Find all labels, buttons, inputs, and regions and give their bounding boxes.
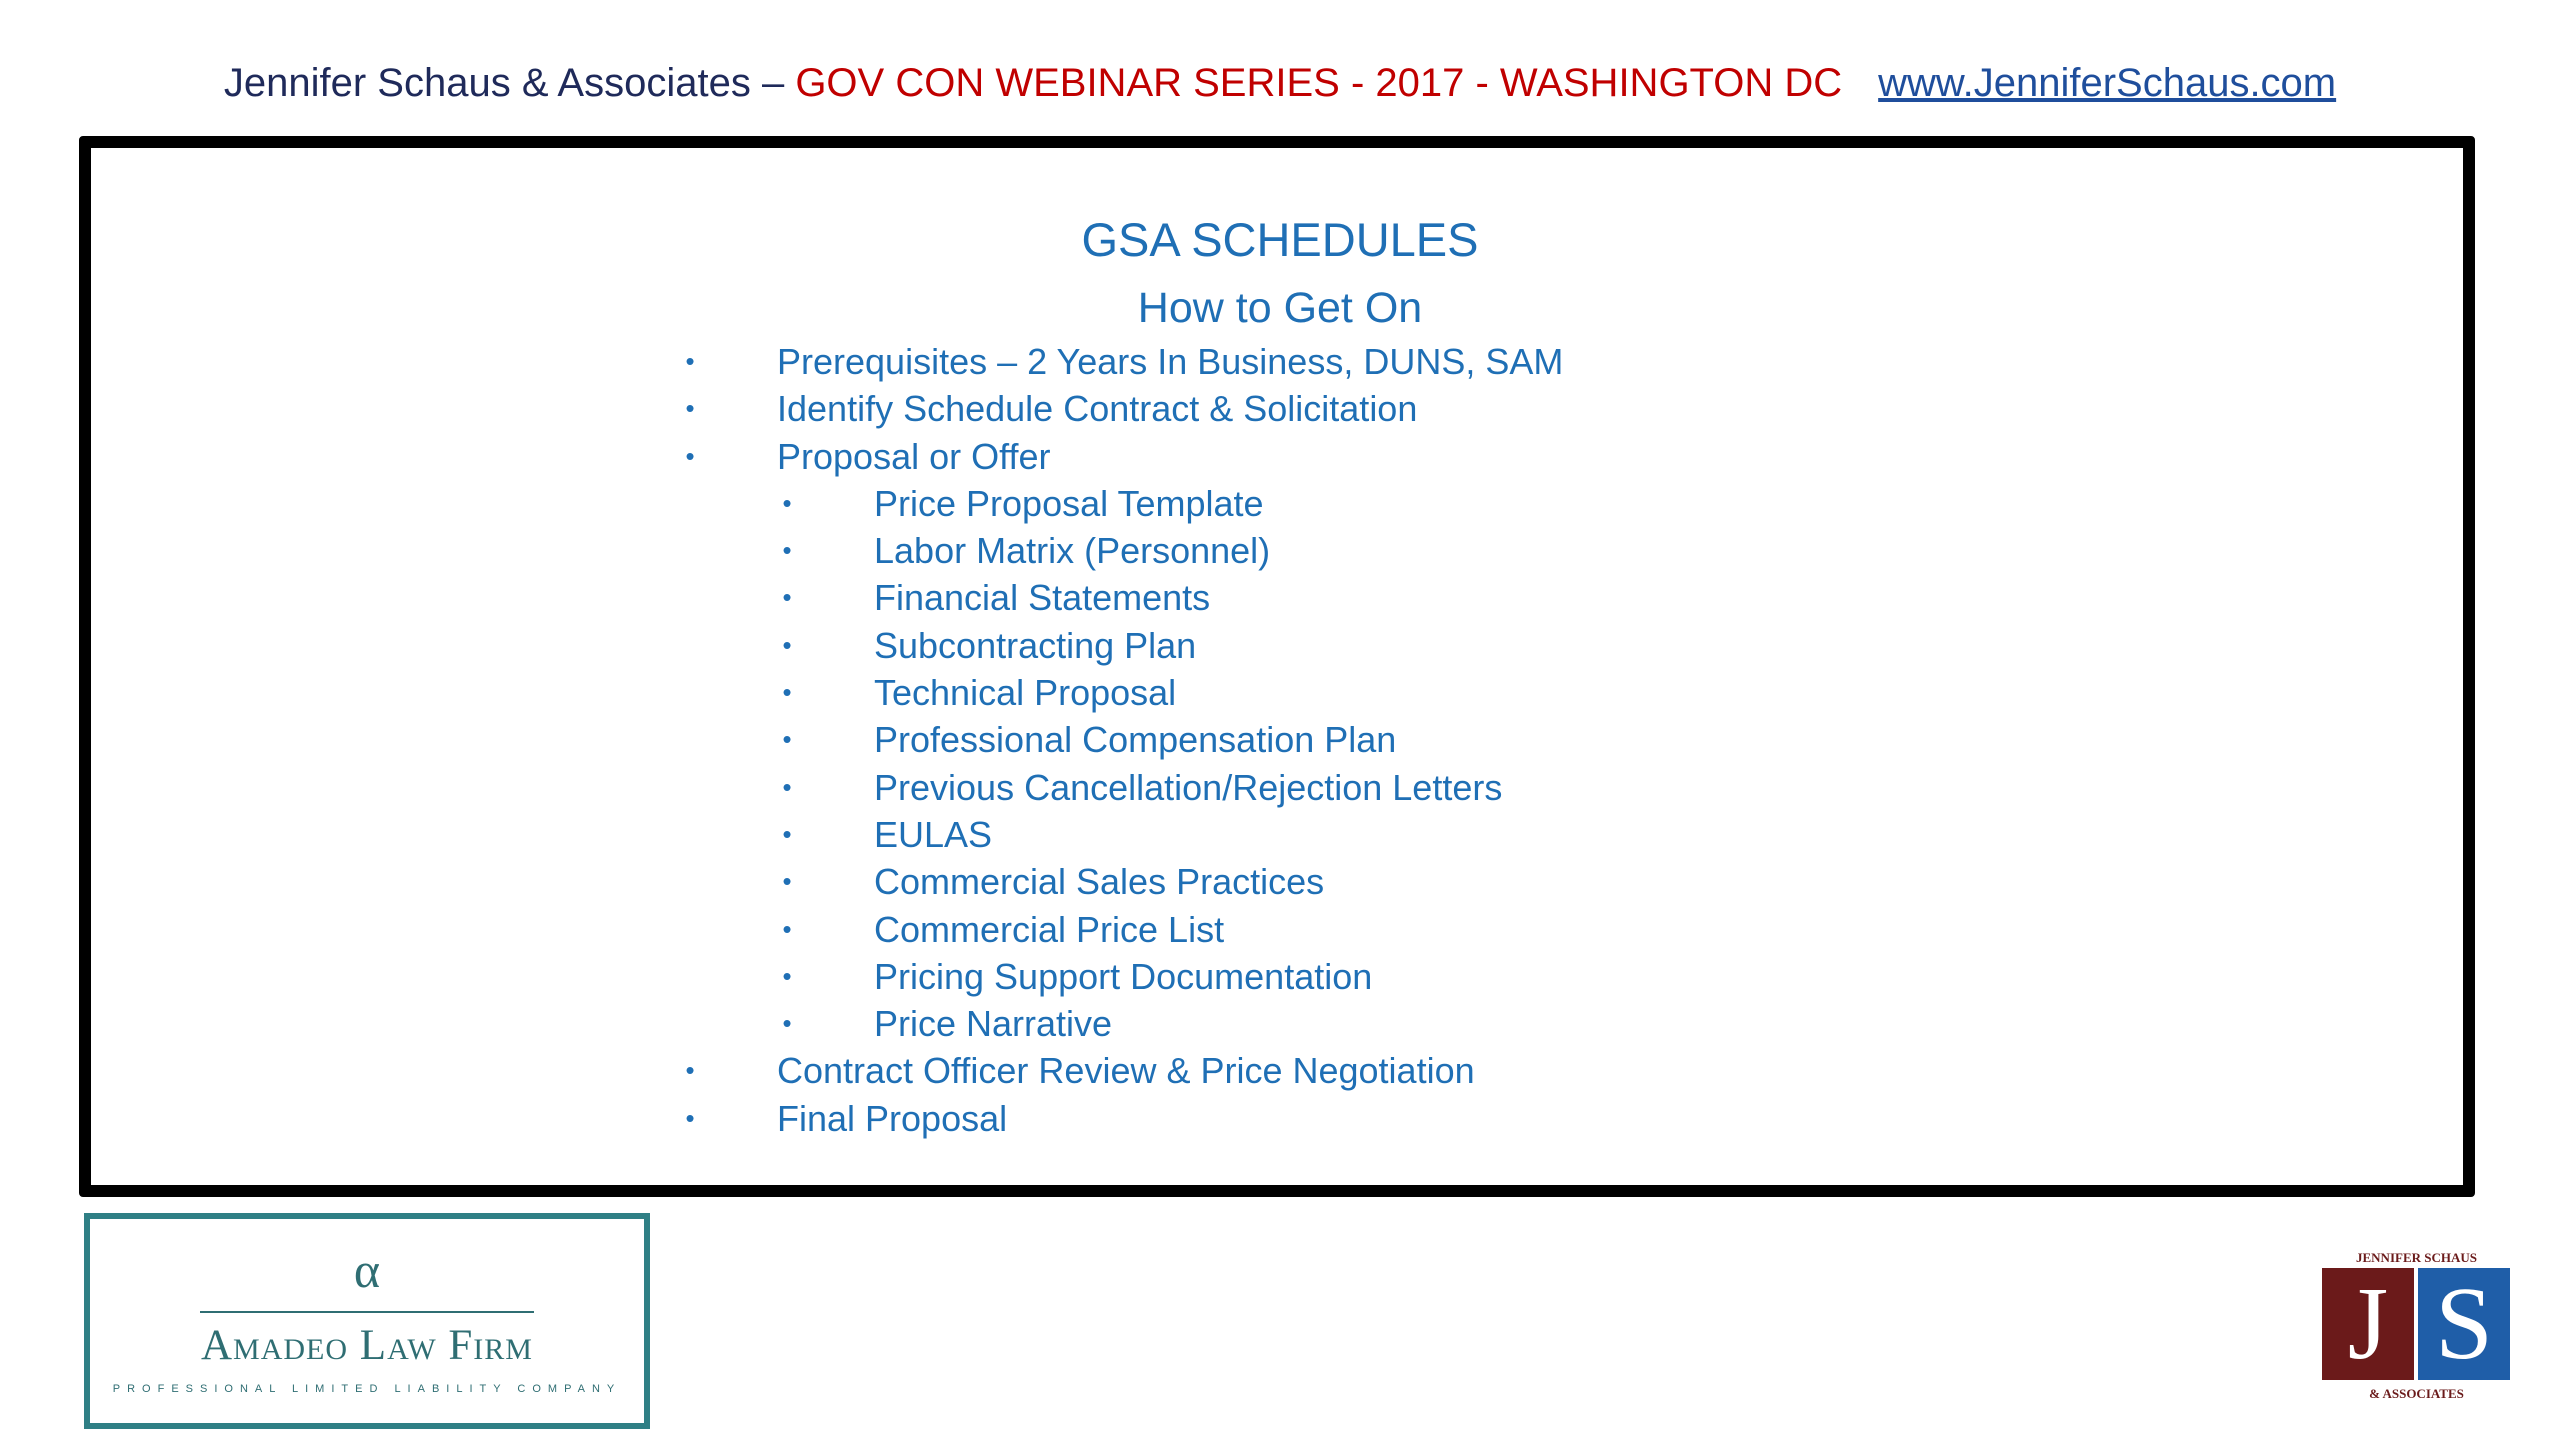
bullet-dot: •: [685, 1102, 695, 1133]
js-logo-j-block: [2322, 1268, 2414, 1380]
bullet-dot: •: [782, 818, 792, 849]
bullet-dot: •: [685, 346, 695, 376]
bullet-text: Subcontracting Plan: [874, 624, 1197, 666]
bullet-dot: •: [782, 1008, 792, 1039]
header-dash: –: [750, 61, 796, 105]
bullet-dot: •: [782, 629, 792, 660]
bullet-text: Identify Schedule Contract & Solicitation: [777, 388, 1418, 430]
js-logo-s-block: [2418, 1268, 2510, 1380]
amadeo-tagline: PROFESSIONAL LIMITED LIABILITY COMPANY: [112, 1383, 622, 1395]
bullet-text: Final Proposal: [777, 1097, 1008, 1139]
bullet-dot: •: [685, 393, 695, 424]
header-org: Jennifer Schaus & Associates: [223, 61, 751, 105]
amadeo-firm-name: Amadeo Law Firm: [201, 1322, 533, 1369]
bullet-text: Commercial Sales Practices: [874, 861, 1325, 903]
bullet-text: Labor Matrix (Personnel): [874, 530, 1271, 572]
bullet-text: Prerequisites – 2 Years In Business, DUNS, SAM: [777, 341, 1564, 382]
bullet-dot: •: [782, 535, 792, 566]
bullet-dot: •: [685, 440, 695, 471]
js-logo-letter-s: S: [2435, 1266, 2493, 1381]
bullet-text: Professional Compensation Plan: [874, 719, 1397, 761]
bullet-dot: •: [685, 1055, 695, 1086]
bullet-dot: •: [782, 677, 792, 708]
bullet-text: Commercial Price List: [874, 908, 1225, 950]
bullet-dot: •: [782, 487, 792, 518]
bullet-dot: •: [782, 724, 792, 755]
bullet-text: Price Proposal Template: [874, 482, 1264, 524]
amadeo-divider: [200, 1311, 534, 1313]
js-logo-top-text: JENNIFER SCHAUS: [2356, 1250, 2477, 1265]
header-line: [0, 58, 2560, 108]
header-website-link[interactable]: www.JenniferSchaus.com: [1878, 61, 2337, 105]
bullet-text: EULAS: [874, 813, 993, 855]
bullet-text: Contract Officer Review & Price Negotiation: [777, 1050, 1475, 1092]
bullet-dot: •: [782, 771, 792, 802]
bullet-text: Previous Cancellation/Rejection Letters: [874, 766, 1503, 808]
bullet-text: Pricing Support Documentation: [874, 955, 1373, 997]
bullet-dot: •: [782, 913, 792, 944]
bullet-dot: •: [782, 960, 792, 991]
bullet-dot: •: [782, 866, 792, 897]
bullet-dot: •: [782, 582, 792, 613]
bullet-text: Price Narrative: [874, 1003, 1113, 1045]
bullet-text: Financial Statements: [874, 577, 1211, 619]
js-logo-letter-j: J: [2347, 1266, 2389, 1381]
bullet-text: Proposal or Offer: [777, 435, 1051, 477]
header-series: GOV CON WEBINAR SERIES - 2017 - WASHINGTON DC: [795, 61, 1843, 105]
js-logo-bottom-text: & ASSOCIATES: [2369, 1386, 2464, 1401]
jennifer-schaus-logo: [2318, 1250, 2515, 1415]
slide-title: GSA SCHEDULES: [1081, 213, 1479, 266]
bullet-text: Technical Proposal: [874, 672, 1177, 714]
amadeo-law-firm-logo: [84, 1213, 650, 1429]
amadeo-alpha-symbol: α: [353, 1242, 381, 1298]
slide-subtitle: How to Get On: [1137, 284, 1423, 332]
